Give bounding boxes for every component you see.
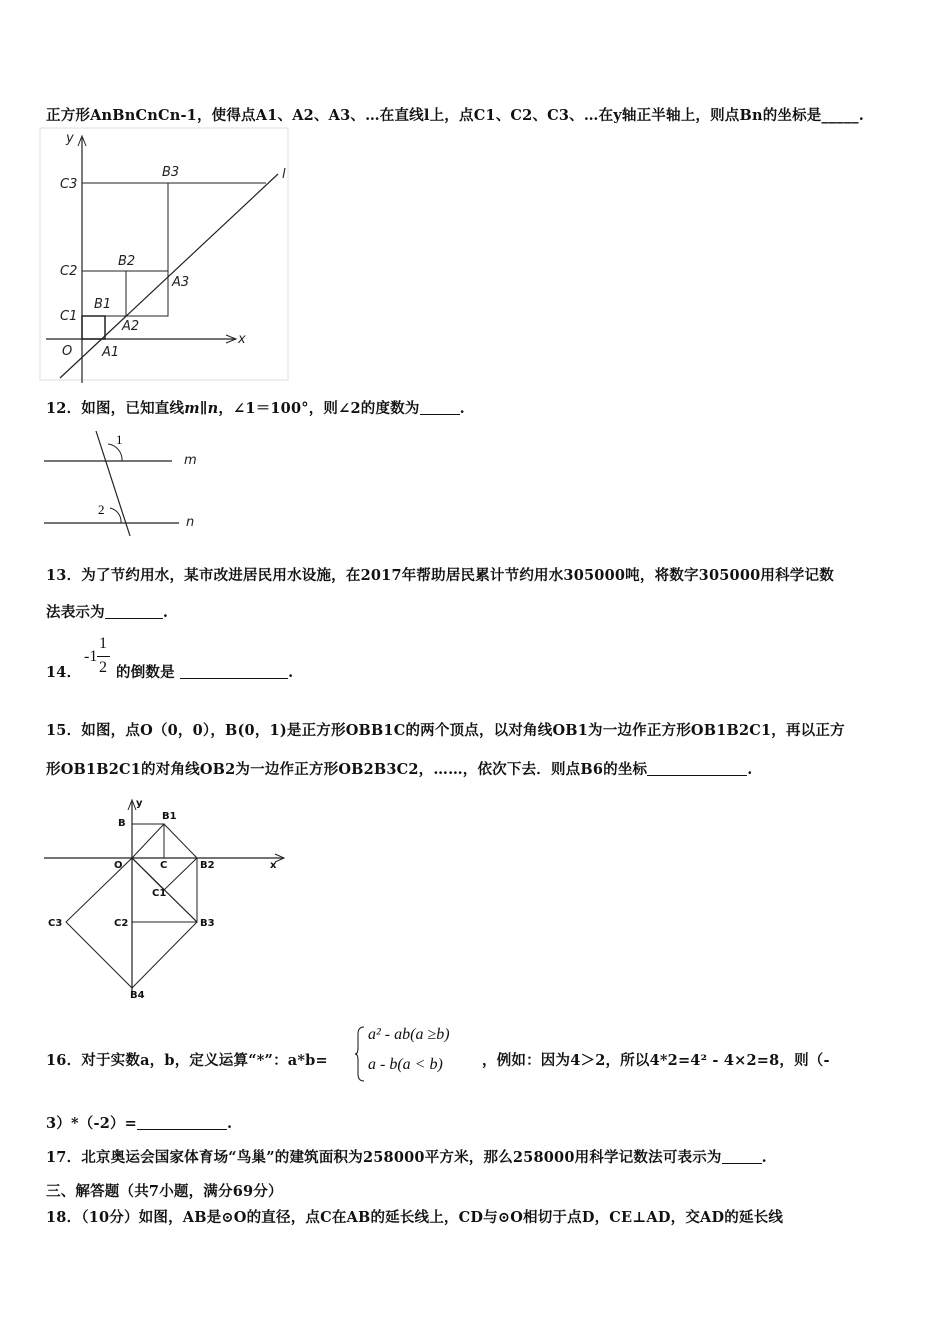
q11-label-y: y [66,131,74,146]
q15-label-O: O [114,860,123,871]
q14-denominator: 2 [99,659,107,676]
q15-label-x: x [270,860,277,871]
q15-figure [44,794,294,1004]
q15-line2-text: 形OB1B2C1的对角线OB2为一边作正方形OB2B3C2，……，依次下去．则点B6的坐标 [46,761,648,778]
q11-label-B1: B1 [94,297,112,312]
q11-label-B2: B2 [118,254,136,269]
q11-label-C1: C1 [60,309,78,324]
q12-m: m [184,400,200,417]
q14-whole: -1 [84,648,98,665]
q11-label-A2: A2 [122,319,140,334]
q12-text-a: 如图，已知直线 [81,400,185,417]
q11-label-x: x [238,332,246,347]
q12-end: . [459,400,465,417]
q16-brace [354,1026,368,1082]
line-l [60,174,278,378]
q13-end: . [162,604,169,621]
angle-2-arc [110,508,121,523]
q17-blank[interactable] [722,1149,762,1164]
q12-text-b: ，∠1＝100°，则∠2的度数为 [218,400,420,417]
q15-label-B: B [118,818,126,829]
q15-label-y: y [136,798,143,809]
q11-label-C2: C2 [60,264,78,279]
q13-line2 [46,601,168,622]
q11-label-C3: C3 [60,177,78,192]
q16-blank[interactable] [137,1115,227,1130]
q11-label-A3: A3 [172,275,190,290]
q11-figure [40,128,300,388]
q15-label-C2: C2 [114,918,129,929]
q17-text-label: 17．北京奥运会国家体育场“鸟巢”的建筑面积为258000平方米，那么258000用科学记数法可表示为 [46,1149,722,1166]
q12-text [46,397,465,418]
q16-line2-text: 3）*（-2）= [46,1115,138,1132]
q11-label-O: O [62,344,73,359]
q12-label-2: 2 [98,502,105,517]
q13-line2-text: 法表示为 [46,604,105,621]
q15-end: . [747,761,753,778]
q14-end: . [288,664,294,681]
q16-case1: a² - ab(a ≥b) [368,1026,450,1043]
q15-label-B4: B4 [130,990,145,1001]
q15-label-B2: B2 [200,860,215,871]
q12-label-1: 1 [116,432,123,447]
q16-case2: a - b(a < b) [368,1056,443,1073]
q15-line2 [46,758,752,779]
q12-number: 12． [46,400,82,417]
q16-end: . [227,1115,233,1132]
q18-text: 18．（10分）如图，AB是⊙O的直径，点C在AB的延长线上，CD与⊙O相切于点D，CE⊥AD，交AD的延长线 [46,1209,784,1226]
q14-numerator: 1 [99,635,107,652]
q17-end: . [761,1149,767,1166]
q16-text-b: ，例如：因为4＞2，所以4*2=4² - 4×2=8，则（- [482,1052,830,1069]
section-title: 三、解答题（共7小题，满分69分） [46,1183,283,1200]
q12-label-m: m [184,453,197,468]
q15-label-C1: C1 [152,888,167,899]
q11-text: 正方形AnBnCnCn-1，使得点A1、A2、A3、…在直线l上，点C1、C2、C3、…在y轴正半轴上，则点Bn的坐标是_____. [46,107,864,124]
q12-blank[interactable] [420,400,460,415]
q16-line2 [46,1112,232,1133]
q14-text-label: 的倒数是 [116,664,175,681]
q13-blank[interactable] [105,604,163,619]
q15-label-C: C [160,860,168,871]
q14-text [116,661,293,682]
q15-line1: 15．如图，点O（0，0），B(0，1)是正方形OBB1C的两个顶点，以对角线OB1为一边作正方形OB1B2C1，再以正方 [46,722,845,739]
q12-parallel: ∥ [199,400,208,417]
q11-label-A1: A1 [102,345,120,360]
q15-label-B1: B1 [162,811,177,822]
q12-n: n [207,400,219,417]
q14-blank[interactable] [180,664,288,679]
q15-blank[interactable] [647,761,747,776]
transversal [96,431,130,536]
square-1 [82,316,105,339]
q17-text [46,1146,767,1167]
q12-label-n: n [186,515,195,530]
q14-fraction-bar [97,656,110,657]
q12-figure [44,428,214,538]
q15-label-B3: B3 [200,918,215,929]
q11-label-B3: B3 [162,165,180,180]
q14-number: 14． [46,664,82,681]
q15-label-C3: C3 [48,918,63,929]
q11-label-l: l [282,167,286,182]
q16-text-a: 16．对于实数a，b，定义运算“*”：a*b= [46,1052,328,1069]
q13-line1: 13．为了节约用水，某市改进居民用水设施，在2017年帮助居民累计节约用水305000吨，将数字305000用科学记数 [46,567,834,584]
